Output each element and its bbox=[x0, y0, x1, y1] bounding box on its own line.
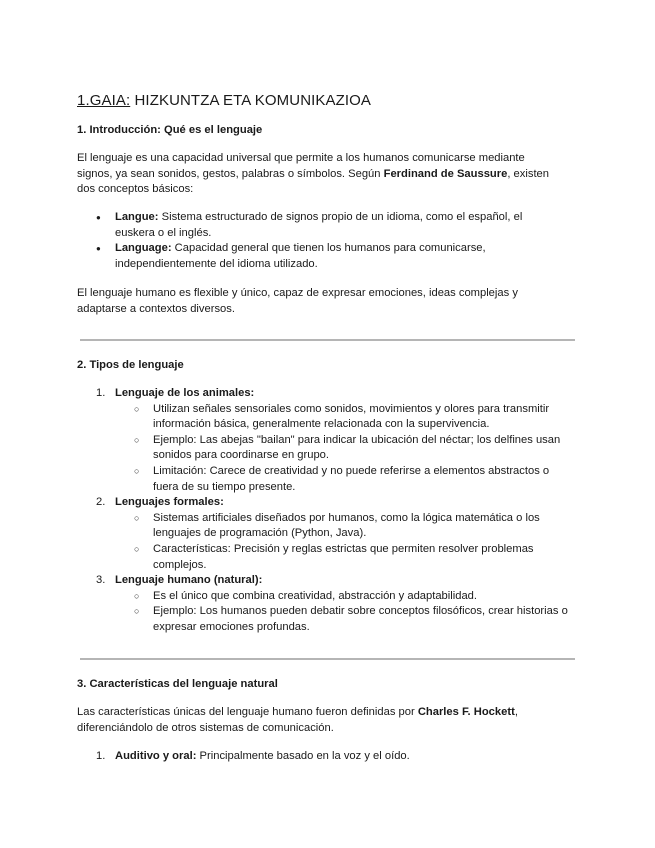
section-heading-characteristics: 3. Características del lenguaje natural bbox=[77, 678, 278, 690]
sub-item: ○ Limitación: Carece de creatividad y no puede referirse a elementos abstractos o fuera de su tiempo presente. bbox=[115, 464, 577, 495]
section-heading-types: 2. Tipos de lenguaje bbox=[77, 359, 184, 371]
item-title: Auditivo y oral: bbox=[115, 750, 197, 762]
list-item bbox=[77, 210, 557, 241]
item-number: 1. bbox=[96, 387, 106, 399]
sub-item: ○ Sistemas artificiales diseñados por humanos, como la lógica matemática o los lenguajes de programación (Python, Java). bbox=[115, 511, 577, 542]
list-item bbox=[77, 749, 577, 765]
item-title: Lenguaje humano (natural): bbox=[115, 574, 263, 587]
sub-item: ○ Ejemplo: Los humanos pueden debatir sobre conceptos filosóficos, crear historias o expresar emociones profundas. bbox=[115, 604, 577, 635]
unit-number: 1.GAIA: bbox=[77, 92, 131, 109]
item-number: 3. bbox=[96, 574, 106, 587]
item-title: Lenguajes formales: bbox=[115, 496, 224, 509]
list-item bbox=[77, 386, 577, 495]
item-number: 2. bbox=[96, 496, 106, 509]
bullet-text: Capacidad general que tienen los humanos para comunicarse, independientemente del idioma utilizado. bbox=[115, 242, 486, 270]
sub-item: ○ Ejemplo: Las abejas "bailan" para indicar la ubicación del néctar; los delfines usan sonidos para coordinarse en grupo. bbox=[115, 433, 577, 464]
bullet-text: Sistema estructurado de signos propio de un idioma, como el español, el euskera o el inglés. bbox=[115, 211, 523, 239]
item-title: Lenguaje de los animales: bbox=[115, 387, 255, 399]
intro-text-a: Las características únicas del lenguaje humano fueron definidas por bbox=[77, 706, 418, 718]
intro-text-a: El lenguaje es una capacidad universal que permite a los humanos comunicarse mediante signos, ya sean sonidos, gestos, palabras o símbolos. Según bbox=[77, 152, 525, 180]
section-divider bbox=[80, 658, 575, 660]
paragraph-hockett bbox=[77, 705, 557, 736]
bullet-term: Language: bbox=[115, 242, 172, 255]
item-text: Principalmente basado en la voz y el oído. bbox=[196, 750, 410, 762]
list-item bbox=[77, 495, 577, 573]
sub-item: ○ Es el único que combina creatividad, abstracción y adaptabilidad. bbox=[115, 589, 577, 605]
intro-author: Charles F. Hockett bbox=[417, 706, 515, 718]
list-item bbox=[77, 241, 557, 272]
bullet-term: Langue: bbox=[115, 211, 159, 223]
section-divider bbox=[80, 339, 575, 341]
sub-list bbox=[115, 511, 577, 573]
paragraph-closing: El lenguaje humano es flexible y único, capaz de expresar emociones, ideas complejas y adaptarse a contextos diversos. bbox=[77, 287, 518, 315]
characteristics-list bbox=[77, 749, 577, 765]
sub-list bbox=[115, 589, 577, 636]
paragraph-intro bbox=[77, 151, 557, 198]
intro-text-b: , existen dos conceptos básicos: bbox=[77, 167, 549, 196]
sub-item: ○ Características: Precisión y reglas estrictas que permiten resolver problemas complejos. bbox=[115, 542, 577, 573]
intro-author: Ferdinand de Saussure bbox=[383, 167, 508, 180]
intro-text-b: , diferenciándolo de otros sistemas de comunicación. bbox=[77, 706, 518, 734]
language-types-list bbox=[77, 386, 577, 636]
section-heading-introduction: 1. Introducción: Qué es el lenguaje bbox=[77, 124, 263, 136]
document-title bbox=[77, 92, 371, 109]
sub-list bbox=[115, 402, 577, 496]
unit-title: HIZKUNTZA ETA KOMUNIKAZIOA bbox=[130, 92, 372, 109]
concepts-list bbox=[77, 210, 557, 272]
list-item bbox=[77, 573, 577, 635]
sub-item: ○ Utilizan señales sensoriales como sonidos, movimientos y olores para transmitir información básica, generalmente relacionada con la supervivencia. bbox=[115, 402, 577, 433]
item-number: 1. bbox=[96, 750, 106, 762]
